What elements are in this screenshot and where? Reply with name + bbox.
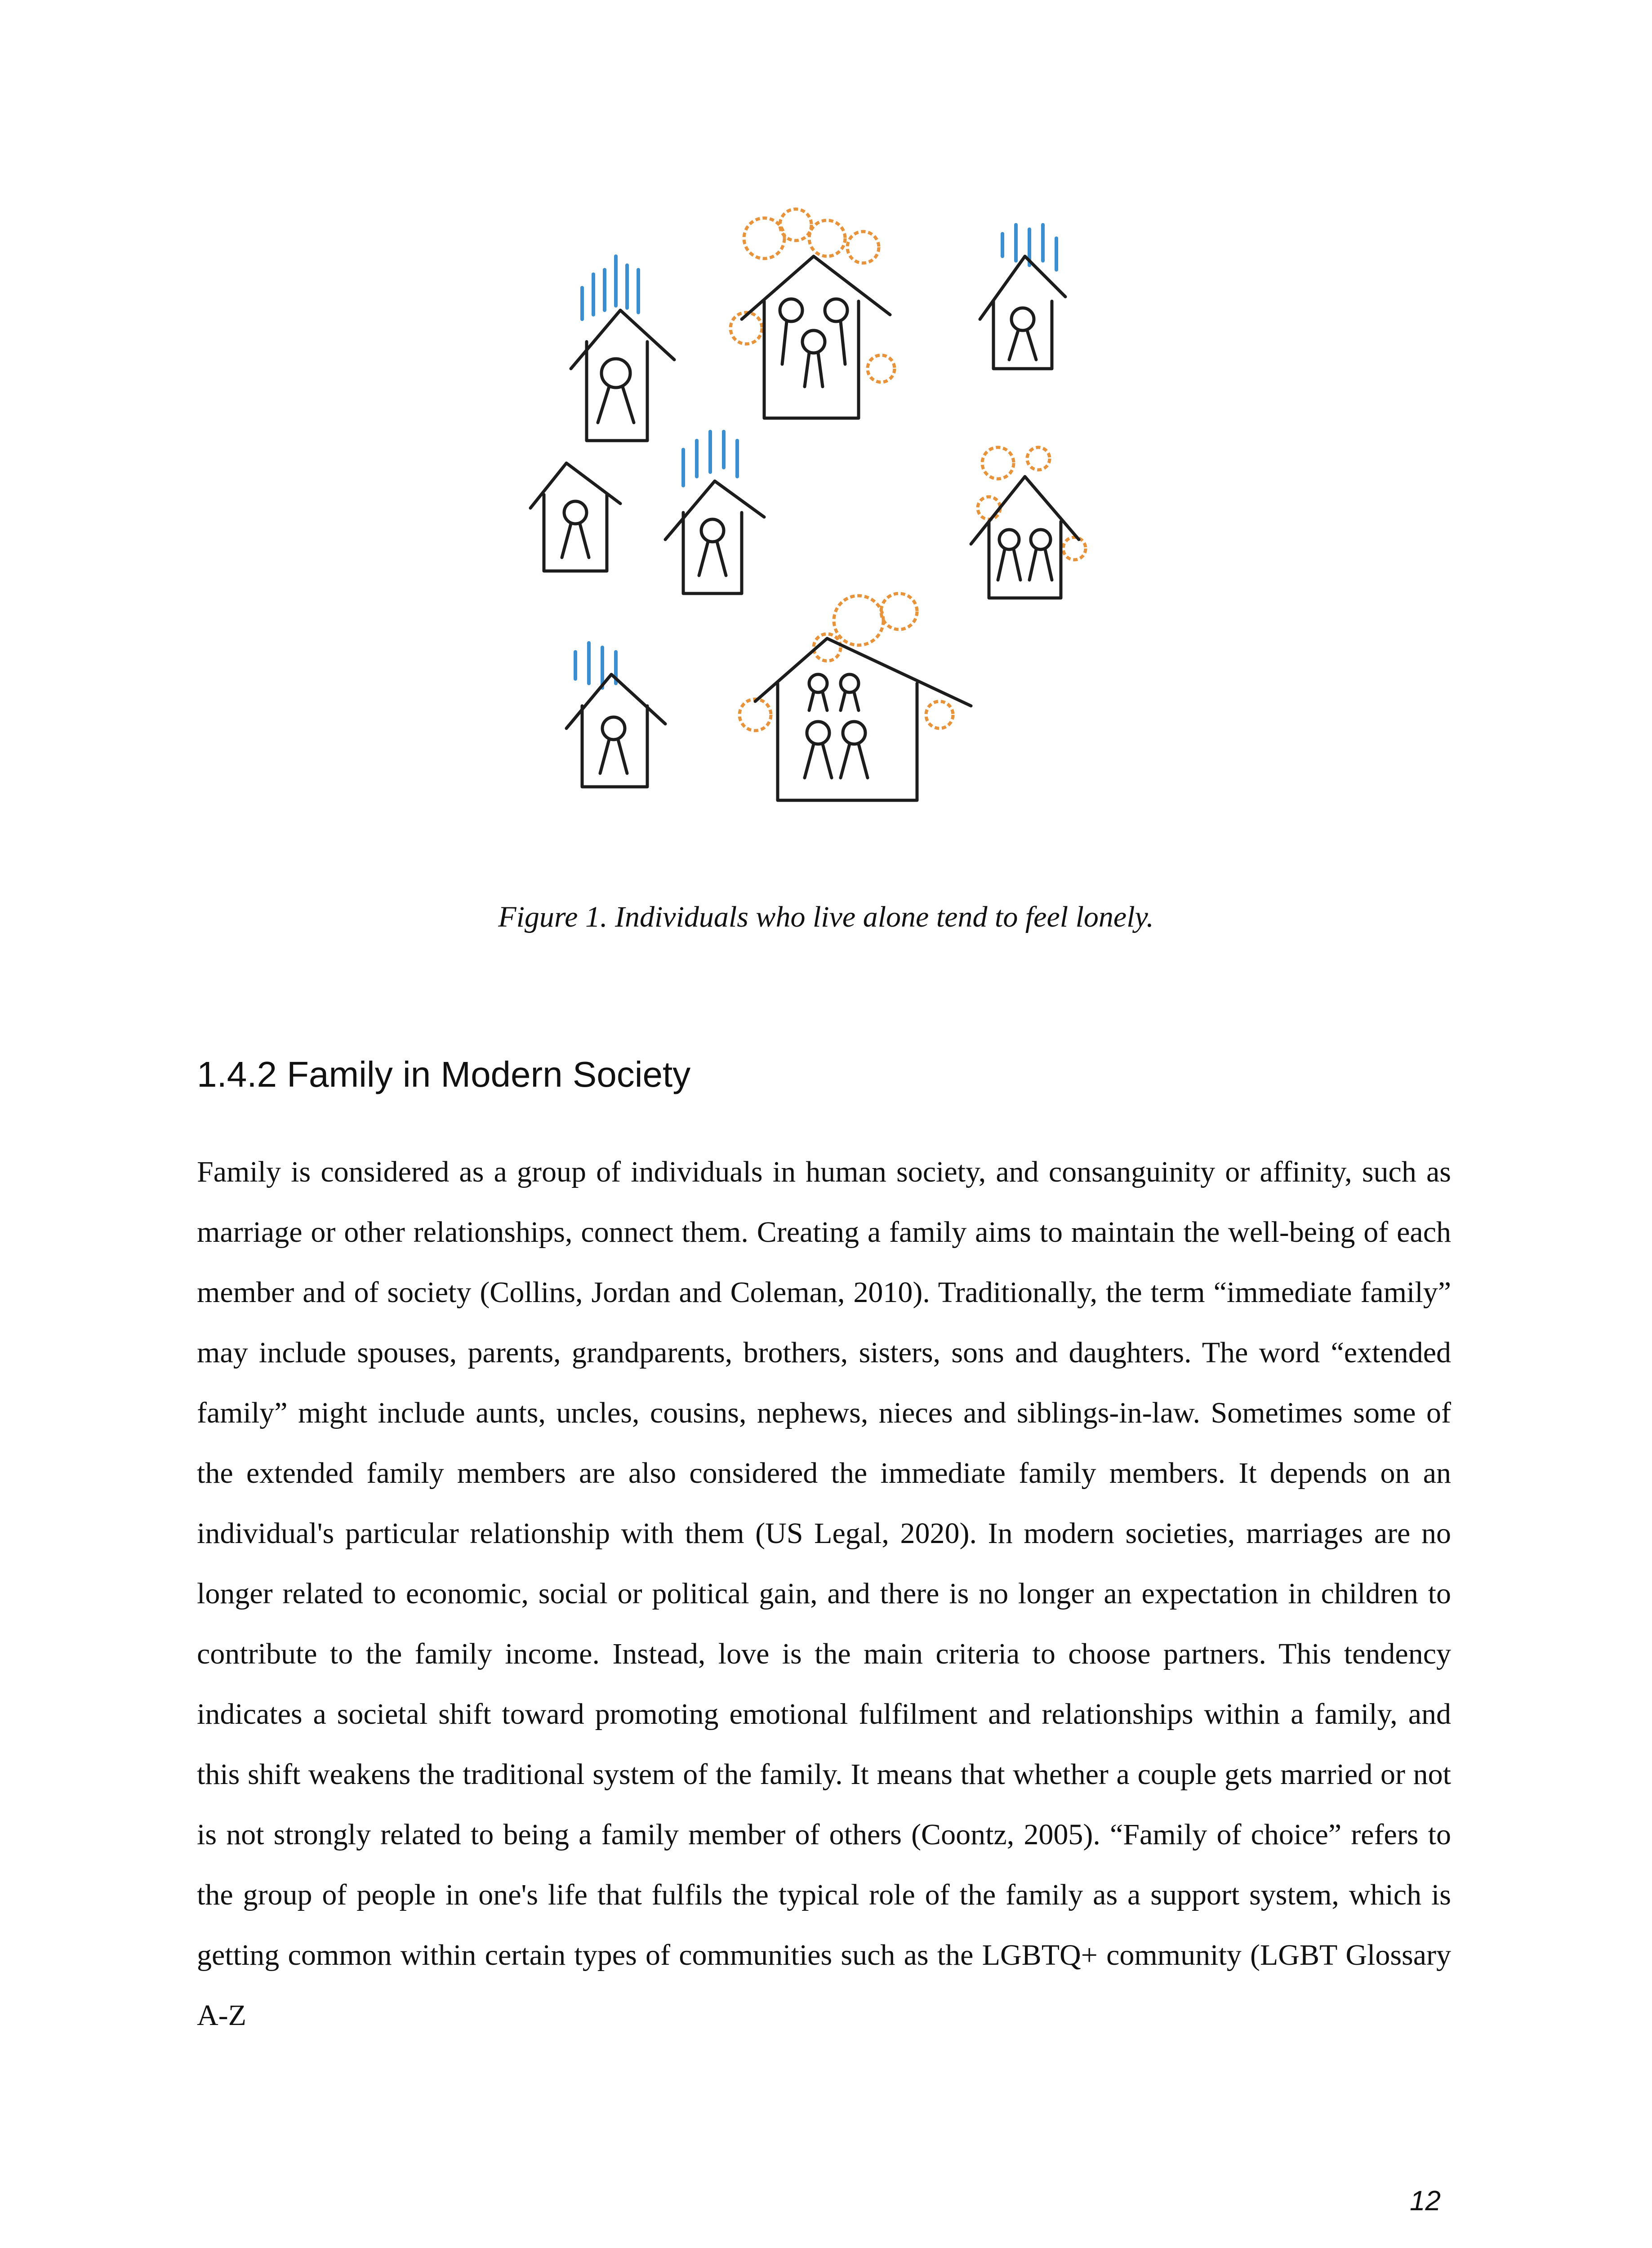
family-house-icon [730, 209, 895, 418]
figure-illustration [485, 198, 1187, 836]
lonely-house-icon [665, 432, 764, 593]
family-house-icon [971, 447, 1086, 598]
lonely-house-icon [566, 643, 665, 787]
figure-caption: Figure 1. Individuals who live alone tend to feel lonely. [498, 901, 1154, 933]
lonely-house-icon [571, 256, 674, 441]
lonely-house-icon [980, 225, 1065, 369]
body-paragraph: Family is considered as a group of individuals in human society, and consanguinity or affinity, such as marriage or other relationships, connect them. Creating a family aims to maintain the well-being of each member and of society (Collins, Jordan and Coleman, 2010). Traditionally, the term “immediate family” may include spouses, parents, grandparents, brothers, sisters, sons and daughters. The word “extended family” might include aunts, uncles, cousins, nephews, nieces and siblings-in-law. Sometimes some of the extended family members are also considered the immediate family members. It depends on an individual's particular relationship with them (US Legal, 2020). In modern societies, marriages are no longer related to economic, social or political gain, and there is no longer an expectation in children to contribute to the family income. Instead, love is the main criteria to choose partners. This tendency indicates a societal shift toward promoting emotional fulfilment and relationships within a family, and this shift weakens the traditional system of the family. It means that whether a couple gets married or not is not strongly related to being a family member of others (Coontz, 2005). “Family of choice” refers to the group of people in one's life that fulfils the typical role of the family as a support system, which is getting common within certain types of communities such as the LGBTQ+ community (LGBT Glossary A-Z [197, 1155, 1451, 2032]
houses-drawing-icon [485, 198, 1187, 836]
family-house-icon [739, 593, 971, 800]
page-number: 12 [1410, 2186, 1441, 2217]
lonely-house-icon [530, 463, 620, 571]
section-heading: 1.4.2 Family in Modern Society [197, 1054, 691, 1094]
